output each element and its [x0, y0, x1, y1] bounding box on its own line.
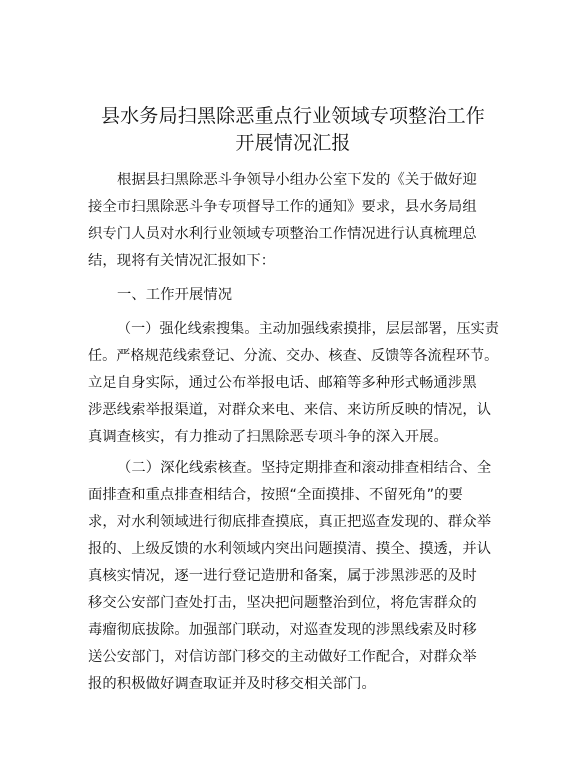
para2-line-1: （二）深化线索核查。坚持定期排查和滚动排查相结合、全: [117, 460, 492, 476]
para2-line-5: 真核实情况，逐一进行登记造册和备案，属于涉黑涉恶的及时: [88, 568, 477, 584]
intro-line-4: 结，现将有关情况汇报如下：: [88, 253, 276, 269]
document-title-line-2: 开展情况汇报: [235, 132, 351, 154]
intro-line-2: 接全市扫黑除恶斗争专项督导工作的通知》要求，县水务局组: [88, 199, 477, 215]
para2-line-7: 毒瘤彻底拔除。加强部门联动，对巡查发现的涉黑线索及时移: [88, 622, 477, 638]
para2-line-2: 面排查和重点排查相结合，按照“全面摸排、不留死角”的要: [88, 487, 463, 503]
para1-line-4: 涉恶线索举报渠道，对群众来电、来信、来访所反映的情况，认: [88, 402, 492, 418]
document-title-line-1: 县水务局扫黑除恶重点行业领域专项整治工作: [100, 105, 485, 127]
para2-line-9: 报的积极做好调查取证并及时移交相关部门。: [88, 676, 376, 692]
para1-line-3: 立足自身实际，通过公布举报电话、邮箱等多种形式畅通涉黑: [88, 375, 477, 391]
intro-line-1: 根据县扫黑除恶斗争领导小组办公室下发的《关于做好迎: [117, 172, 477, 188]
para2-line-4: 报的、上级反馈的水利领域内突出问题摸清、摸全、摸透，并认: [88, 541, 492, 557]
para2-line-3: 求，对水利领域进行彻底排查摸底，真正把巡查发现的、群众举: [88, 514, 492, 530]
para2-line-8: 送公安部门，对信访部门移交的主动做好工作配合，对群众举: [88, 649, 477, 665]
para1-line-2: 任。严格规范线索登记、分流、交办、核查、反馈等各流程环节。: [88, 348, 499, 364]
para1-line-5: 真调查核实，有力推动了扫黑除恶专项斗争的深入开展。: [88, 429, 448, 445]
para1-line-1: （一）强化线索搜集。主动加强线索摸排，层层部署，压实责: [117, 321, 499, 337]
intro-line-3: 织专门人员对水利行业领域专项整治工作情况进行认真梳理总: [88, 226, 477, 242]
section-heading-1: 一、工作开展情况: [117, 287, 233, 303]
para2-line-6: 移交公安部门查处打击，坚决把问题整治到位，将危害群众的: [88, 595, 477, 611]
